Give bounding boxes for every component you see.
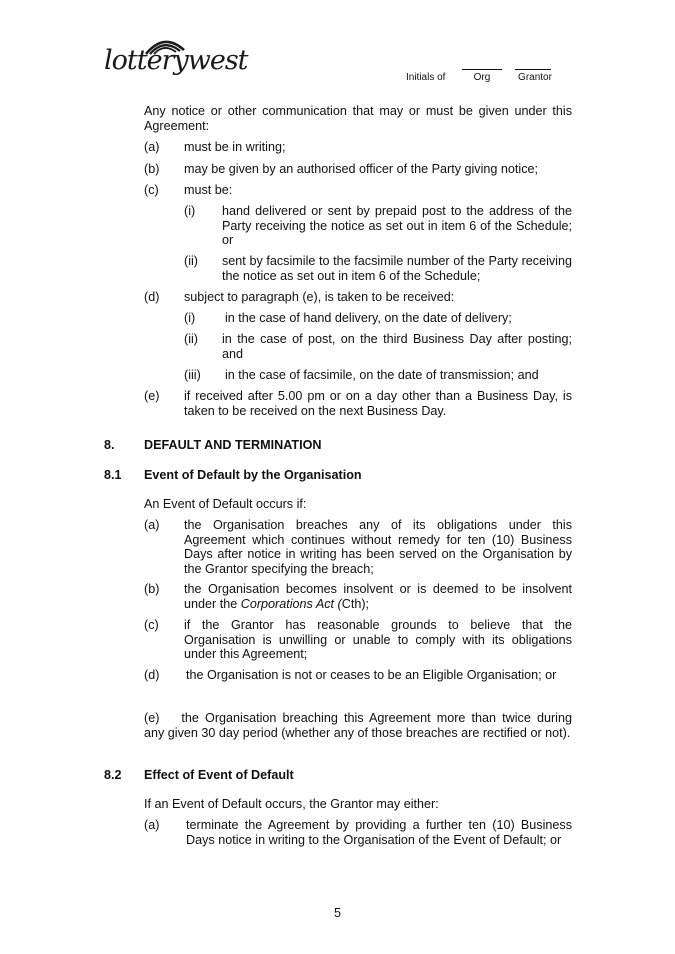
default-item-e-label: (e)	[144, 711, 160, 725]
notice-c-sub-i-text: hand delivered or sent by prepaid post to the address of the Party receiving the notice as set out in item 6 of the Schedule; or	[222, 204, 572, 247]
default-item-b-label: (b)	[144, 582, 160, 596]
notice-item-b-text: may be given by an authorised officer of the Party giving notice;	[184, 162, 538, 176]
notice-item-a-label: (a)	[144, 140, 160, 154]
notice-item-b-label: (b)	[144, 162, 160, 176]
default-item-c-label: (c)	[144, 618, 159, 632]
notice-c-sub-i-label: (i)	[184, 204, 196, 218]
notice-item-e-label: (e)	[144, 389, 160, 403]
section-8-1-title: Event of Default by the Organisation	[144, 468, 362, 482]
rainbow-arc-icon	[142, 36, 188, 56]
org-initials-label: Org	[473, 72, 491, 83]
default-item-a-text: the Organisation breaches any of its obligations under this Agreement which continues without remedy for ten (10) Business Days after notice in writing has been served on the Organisation by the Grantor specifying the breach;	[184, 518, 572, 576]
notice-c-sub-ii-text: sent by facsimile to the facsimile number of the Party receiving the notice as set out in item 6 of the Schedule;	[222, 254, 572, 283]
section-8-2-number: 8.2	[104, 768, 122, 782]
notice-item-d-label: (d)	[144, 290, 160, 304]
initials-label: Initials of	[406, 72, 446, 83]
notice-d-sub-ii-text: in the case of post, on the third Business Day after posting; and	[222, 332, 572, 361]
notice-d-sub-ii-label: (ii)	[184, 332, 198, 346]
section-8-2-intro: If an Event of Default occurs, the Grantor may either:	[144, 797, 439, 811]
notice-d-sub-i-label: (i)	[184, 311, 196, 325]
notice-item-e-text: if received after 5.00 pm or on a day other than a Business Day, is taken to be received on the next Business Day.	[184, 389, 572, 418]
default-item-e	[144, 711, 572, 740]
notice-item-c-label: (c)	[144, 183, 159, 197]
effect-item-a-text: terminate the Agreement by providing a further ten (10) Business Days notice in writing to the Organisation of the Event of Default; or	[186, 818, 572, 847]
page-number: 5	[333, 906, 341, 920]
section-8-1-number: 8.1	[104, 468, 122, 482]
org-initials-line	[462, 69, 502, 70]
notice-intro: Any notice or other communication that may or must be given under this Agreement:	[144, 104, 572, 133]
grantor-initials-line	[515, 69, 551, 70]
notice-item-a-text: must be in writing;	[184, 140, 286, 154]
section-8-number: 8.	[104, 438, 115, 452]
lotterywest-logo	[104, 36, 248, 80]
section-8-title: DEFAULT AND TERMINATION	[144, 438, 322, 452]
default-item-a-label: (a)	[144, 518, 160, 532]
section-8-2-title: Effect of Event of Default	[144, 768, 294, 782]
default-item-d-label: (d)	[144, 668, 160, 682]
notice-item-c-text: must be:	[184, 183, 233, 197]
effect-item-a-label: (a)	[144, 818, 160, 832]
notice-d-sub-iii-text: in the case of facsimile, on the date of transmission; and	[225, 368, 539, 382]
notice-d-sub-i-text: in the case of hand delivery, on the date of delivery;	[225, 311, 512, 325]
logo-wordmark: lotterywest	[104, 45, 248, 76]
default-item-e-text: the Organisation breaching this Agreement more than twice during any given 30 day period (whether any of those breaches are rectified or not).	[144, 711, 572, 740]
notice-d-sub-iii-label: (iii)	[184, 368, 201, 382]
default-item-b-text: the Organisation becomes insolvent or is deemed to be insolvent under the Corporations Act (Cth);	[184, 582, 572, 611]
default-item-c-text: if the Grantor has reasonable grounds to believe that the Organisation is unwilling or unable to comply with its obligations under this Agreement;	[184, 618, 572, 661]
section-8-1-intro: An Event of Default occurs if:	[144, 497, 307, 511]
notice-c-sub-ii-label: (ii)	[184, 254, 198, 268]
default-item-d-text: the Organisation is not or ceases to be an Eligible Organisation; or	[186, 668, 557, 682]
notice-item-d-text: subject to paragraph (e), is taken to be received:	[184, 290, 455, 304]
grantor-initials-label: Grantor	[518, 72, 552, 83]
